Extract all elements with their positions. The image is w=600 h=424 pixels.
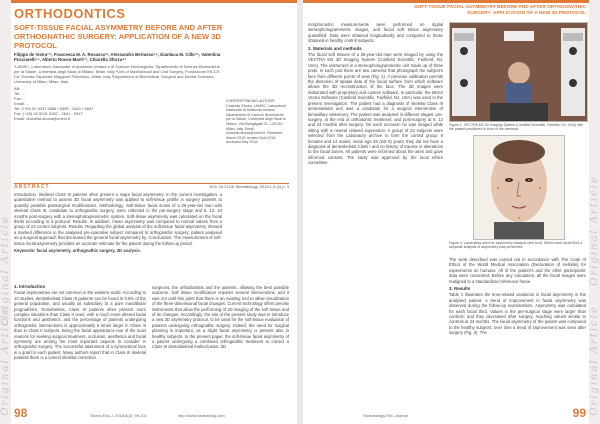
page-number: 98	[14, 406, 28, 420]
figure-2-illustration	[474, 136, 564, 239]
intro-text: Facial asymmetries are not common in the western world. According to 10 studies, dentoskeletal Class III patients can be found in 0.8% of the general population, and usually as subsidiary to a pure mandibular prognathism. Nonetheless, Class III patients often present more complex situations than Class II ones, with a much more altered facial functions and aesthetics, and the percentage of patients undergoing orthognathic interventions is approximately 5 times larger in Class III than in Class II subjects. Being the facial appearance one of the main reasons for seeking surgical treatment, occlusion, aesthetics and facial symmetry are among the most important aspects to consider in orthognathic surgery. The successful attainment of a symmetrical face is a goal for each patient. Many authors report that in Class III skeletal patients there is a correct skeletal correction.	[14, 290, 146, 361]
doi: DOI: 10.2124/ Stomatology. 2018.1.0 (2) p. 3	[209, 184, 289, 189]
intro-col-2	[152, 285, 289, 352]
right-page	[303, 0, 600, 424]
body-text: morphometric measurements were performed on digital stereophotogrammetric images, and facial soft tissue asymmetry quantified. Data were obtained longitudinally and compared to those obtained in healthy control subjects.	[308, 22, 443, 44]
abstract-text: Introduction. Skeletal Class III patients often present a major facial asymmetry. In the current investigation, a quantitative method to assess 3D facial asymmetry was applied to soft-tissue profile in surgery patients to quantify possible postsurgical modifications. Methodology. Soft-tissue facial scans of a 26-year-old man with skeletal Class III, candidate to orthognathic surgery, were collected in the pre-surgery stage and 6, 12, 24 months post-surgery with a stereophotogrammetric system. Soft-tissue asymmetry was calculated on the facial thirds according to a protocol. Results. In addition, mean asymmetry was compared to normal values from a group of 23 control subjects. Results. Regarding the global analysis of the soft-tissue facial asymmetry showed a marked difference in the analysed pre-operative subject compared to orthognathic surgery; patient analysed as a surgical approach that decreased the general facial asymmetry by. Conclusions. The measurement of soft-tissue facial asymmetry provides an accurate estimate for the patient during the follow-up period.	[14, 192, 222, 246]
left-side-bar	[0, 0, 11, 424]
side-label-2: Original Article	[0, 304, 11, 416]
abstract-label: ABSTRACT	[14, 184, 50, 190]
contact-line: Fax: ...	[14, 95, 27, 101]
right-col-2	[449, 257, 586, 338]
results-text: Table 1 illustrates the time-related variations in facial asymmetry in the analysed patient. A trend of improvement in facial asymmetry was observed during the follow-up examinations. Asymmetry was calculated for each facial third. Values in the pre-surgical stage were larger than controls; and they decreased after surgery, reaching values similar to controls at 24 months. The facial asymmetry of the patient was compared to the healthy subjects; over time a trend of improvement was seen after surgery (Fig. 3). The	[449, 292, 586, 336]
article-header	[14, 23, 224, 121]
side-label: Original Article	[0, 214, 11, 326]
figure-2-caption: Figure 2. Landmarks used for asymmetry analysis (see text). Within each facial third a separate analysis of asymmetry was performed.	[449, 241, 583, 250]
side-label-2: Original Article	[589, 304, 600, 416]
methods-heading: 2. Materials and methods	[308, 45, 362, 51]
authors: Filippo de Vieira¹²³, Francesca M. A. Rosasco²³, Alessandro Bertasso⁴⁵, Gianluca M. Cillo¹²³, Valentina Pucciarelli⁴⁵, Alberto Rosso-Marti¹²³, Chiarella Sforza⁴⁵	[14, 52, 221, 63]
footer-url[interactable]: http://www.stomaeduj.com	[178, 413, 225, 418]
section-title: ORTHODONTICS	[14, 6, 126, 21]
top-rule	[11, 0, 297, 3]
right-side-bar	[589, 0, 600, 424]
intro-text-continued: surgeons, the orthodontists and the patients, allowing the best possible outcome. Soft tissue modification requires several interventions, and it was not until this point that there is an existing tool to allow visualization of the three-dimensional facial changes. Current technology offers precise instruments that allow the performing of 3D imaging of the soft tissue and of its changes. Accordingly, the aim of the present study was to introduce a new 3D asymmetry protocol, to be used for the soft-tissue evaluation of patients undergoing orthognathic surgery. Indeed, the need for surgical planning is important, as a slight facial asymmetry is present also in healthy subjects. In the present paper, the soft-tissue facial asymmetry of a patient undergoing a combined orthognathic treatment to correct a Class III dentoskeletal malocclusion, 3D	[152, 285, 289, 350]
corresponding-author-note: CORRESPONDING AUTHOR: Chiarella Sforza, LAMSC, Laboratorio Nazionale di Anatomia Umana, Dipartimento di Scienze Biomediche per la Salute, Università degli Studi di Milano, Via Mangiagalli 31, I-20133 Milan, Italy. Email: chiarella.sforza@unimi.it. Received March 2018, revised April 2018, accepted May 2018.	[226, 99, 287, 145]
figure-1-illustration	[450, 23, 587, 121]
figure-2-image	[473, 135, 565, 240]
side-label: Original Article	[589, 174, 600, 286]
contact-line: Email: ...	[14, 100, 30, 106]
contact-line: Tel: (+39) 02 5031 5386 / 5395 - 2641 / 5847	[14, 105, 94, 111]
contact-info	[14, 86, 224, 121]
figure-1-image	[449, 22, 588, 122]
contact-line: AB: ...	[14, 85, 25, 91]
contact-line: Tel: ...	[14, 90, 25, 96]
abstract-bar	[14, 183, 289, 191]
running-head: SOFT-TISSUE FACIAL ASYMMETRY BEFORE AND AFTER ORTHOGNATHIC SURGERY: APPLICATION OF A NEW 3D PROTOCOL	[414, 5, 586, 16]
footer-journal: Stomatology Edu Journal	[363, 413, 408, 418]
page-number: 99	[572, 406, 586, 420]
affiliations: ¹LAMSC, Laboratorio Nazionale di Anatomia Umana e di Scienze Morfologiche, Dipartimento di Scienze Biomediche per la Salute, Università degli Studi di Milano, Milan, Italy ²Unit of Maxillofacial and Oral Surgery, Fondazione IRCCS Ca' Granda Ospedale Maggiore Policlinico, Milan, Italy ³Department of Biomedical, Surgical and Dental Sciences, University of Milan, Milan, Italy	[14, 63, 220, 84]
footer-journal: Stoma Edu J. 2018;5(2): 99-101	[90, 413, 147, 418]
left-page	[0, 0, 297, 424]
right-col-1	[308, 22, 443, 168]
intro-heading: 1. Introduction	[14, 284, 46, 289]
intro-col-1	[14, 282, 146, 363]
article-title: SOFT-TISSUE FACIAL ASYMMETRY BEFORE AND AFTER ORTHOGNATHIC SURGERY: APPLICATION OF A NEW 3D PROTOCOL	[14, 23, 223, 50]
contact-line: Fax: (+39) 02 5031 5387 - 2641 - 5347	[14, 110, 83, 116]
keywords: Keywords: facial asymmetry, orthognathic surgery, 3D analysis.	[14, 248, 141, 254]
top-rule	[303, 0, 589, 3]
figure-1-caption: Figure 1. VECTRA M3 3D Imaging System (Canfield Scientific, Fairfield, NJ, USA) with the patient positioned in front of the cameras.	[449, 123, 584, 132]
contact-line: Email: chiarella.sforza@unimi.it	[14, 115, 70, 121]
ethics-text: The work described was carried out in accordance with The Code of Ethics of the World Medical Association (Declaration of Helsinki) for experiments on humans. All of the patient's and the other participants' data were consented. Before any calculation, all the facial images were realigned to a standardized reference frame.	[449, 257, 586, 284]
abstract-body	[14, 192, 222, 255]
results-heading: 3. Results	[449, 286, 471, 292]
methods-text: The facial soft tissues of a 26-year-old man were imaged by using the VECTRA M3 3D Imaging System (Canfield Scientific, Fairfield, NJ, USA). The instrument is a stereophotogrammetric unit made up of three pods. In each pod there are two cameras that photograph the subject's face from different points of view (Fig. 1). A previous calibration permits the detection of spatial data of the facial surface from which software allows the 3D reconstruction of the face. The 3D images were elaborated with proprietary and custom software. In particular, the Mirror Vectra Software (Canfield Scientific, Fairfield, NJ, USA) was used in the present investigation. The patient had a diagnosis of skeletal Class III dentoskeletal and was a candidate for a surgical intervention of bimaxillary osteotomy. The patient was analysed in different stages: pre-surgery, at the end of orthodontic treatment, and post-surgery at 6, 12 and 24 months after surgery. On each occasion he was imaged while sitting with a neutral relaxed expression. A group of 23 subjects were selected from the Laboratory archive to form the control group: 9 females and 14 males; mean age 26 (SD 6) years; they did not have a diagnosis of dentoskeletal Class I and no history of trauma or alterations to the facial bones. All patients were informed about the aims and gave informed consent. The study was approved by the local ethics committee.	[308, 52, 443, 166]
